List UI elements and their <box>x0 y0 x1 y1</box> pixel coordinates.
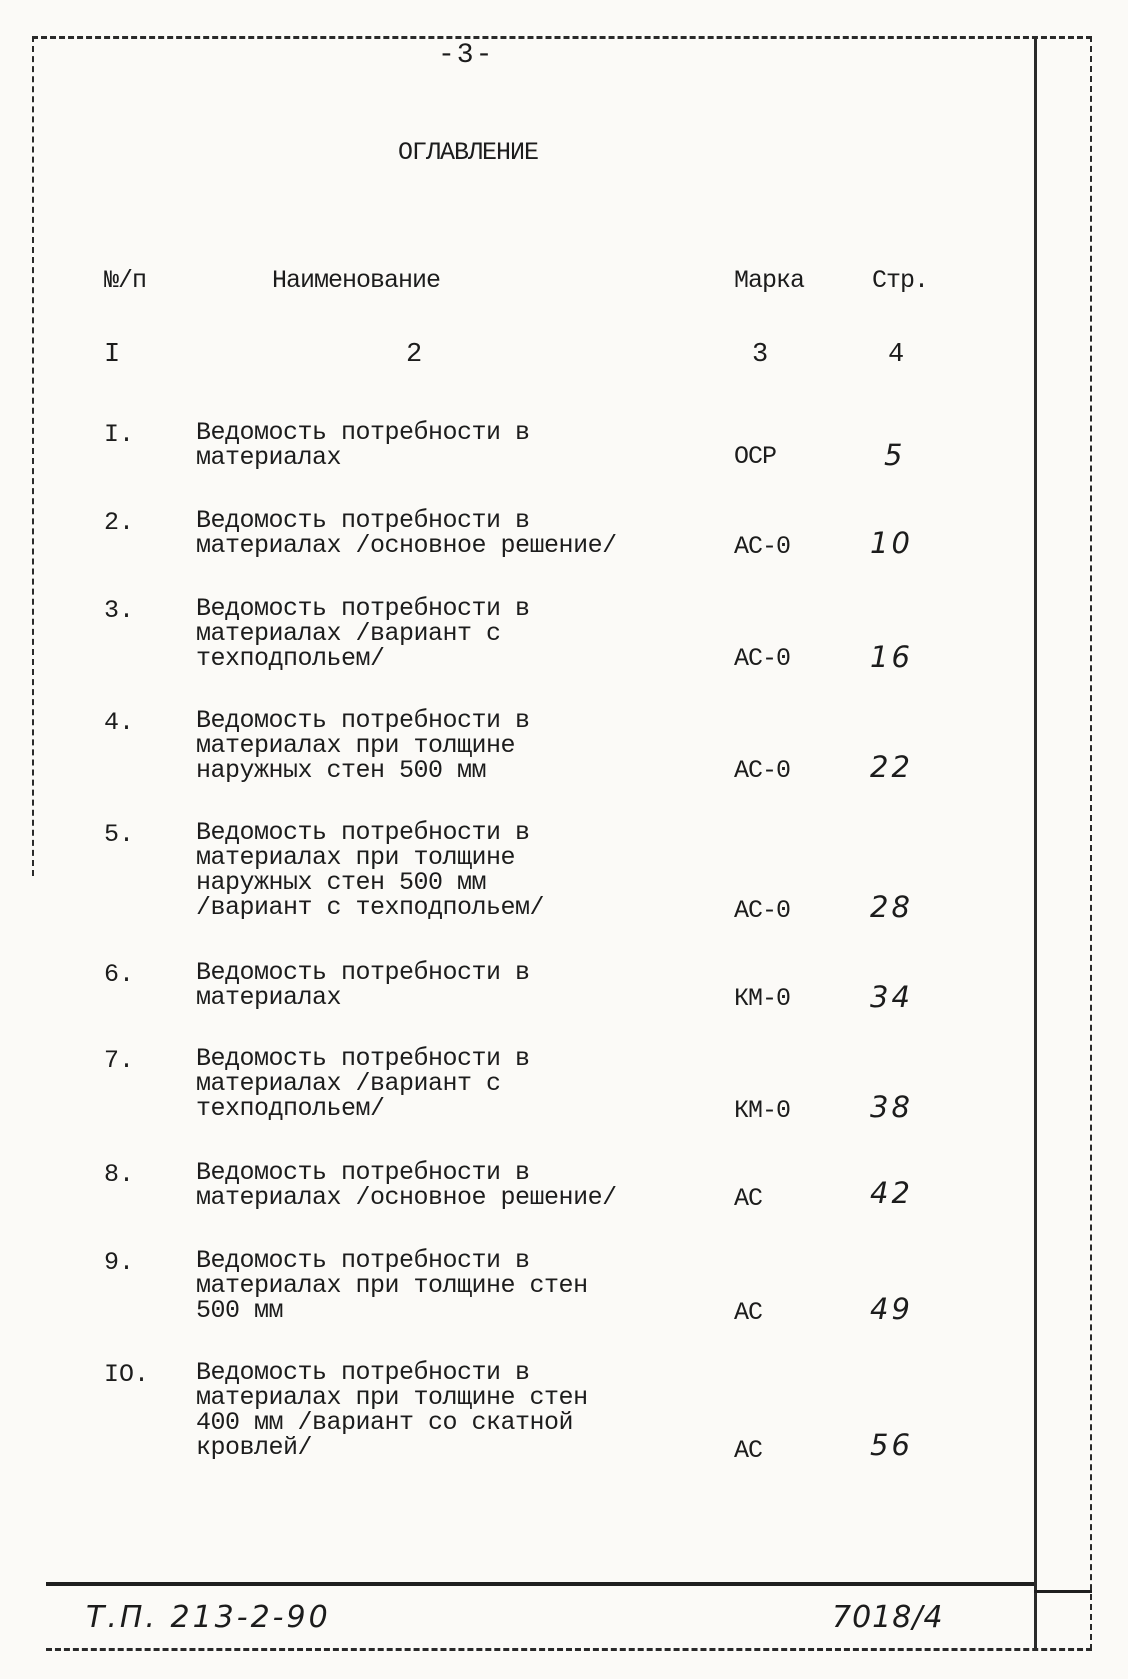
row-mark: АС-0 <box>734 896 791 925</box>
row-name: Ведомость потребности в материалах <box>196 958 530 1012</box>
page-title: ОГЛАВЛЕНИЕ <box>398 138 539 167</box>
row-page: 16 <box>870 640 913 674</box>
row-page: 56 <box>870 1428 913 1462</box>
row-number: 9. <box>104 1248 135 1277</box>
row-mark: ОСР <box>734 442 777 471</box>
row-mark: КМ-0 <box>734 1096 791 1125</box>
row-name: Ведомость потребности в материалах /вариант с техподпольем/ <box>196 1044 530 1123</box>
frame-border-right-inner <box>1034 36 1037 1650</box>
stamp-divider-right <box>1034 1590 1092 1593</box>
frame-border-left <box>32 36 34 876</box>
row-number: IO. <box>104 1360 150 1389</box>
row-name: Ведомость потребности в материалах /основное решение/ <box>196 1158 617 1212</box>
row-number: 3. <box>104 596 135 625</box>
header-mark: Марка <box>734 266 805 295</box>
row-page: 42 <box>870 1176 913 1210</box>
row-name: Ведомость потребности в материалах <box>196 418 530 472</box>
header-num: №/п <box>104 266 147 295</box>
album-number: 7018/4 <box>832 1600 944 1635</box>
row-page: 28 <box>870 890 913 924</box>
row-number: 7. <box>104 1046 135 1075</box>
column-number: 4 <box>888 340 905 370</box>
row-name: Ведомость потребности в материалах при толщине наружных стен 500 мм /вариант с техподпольем/ <box>196 818 545 922</box>
frame-border-bottom <box>46 1648 1092 1651</box>
row-name: Ведомость потребности в материалах при толщине стен 400 мм /вариант со скатной кровлей/ <box>196 1358 588 1462</box>
row-page: 22 <box>870 750 913 784</box>
row-mark: АС <box>734 1298 763 1327</box>
row-mark: АС-0 <box>734 532 791 561</box>
stamp-divider <box>46 1582 1034 1586</box>
column-number: I <box>104 340 121 370</box>
row-mark: АС <box>734 1184 763 1213</box>
column-number: 3 <box>752 340 769 370</box>
column-number: 2 <box>406 340 423 370</box>
row-page: 34 <box>870 980 913 1014</box>
row-name: Ведомость потребности в материалах при толщине наружных стен 500 мм <box>196 706 530 785</box>
project-code: Т.П. 213-2-90 <box>86 1600 331 1635</box>
row-page: 38 <box>870 1090 913 1124</box>
header-page: Стр. <box>872 266 929 295</box>
row-mark: АС <box>734 1436 763 1465</box>
row-name: Ведомость потребности в материалах /основное решение/ <box>196 506 617 560</box>
row-mark: АС-0 <box>734 756 791 785</box>
row-number: 6. <box>104 960 135 989</box>
header-name: Наименование <box>272 266 441 295</box>
row-mark: АС-0 <box>734 644 791 673</box>
row-number: 4. <box>104 708 135 737</box>
row-name: Ведомость потребности в материалах /вариант с техподпольем/ <box>196 594 530 673</box>
row-number: 2. <box>104 508 135 537</box>
frame-border-top <box>32 36 1092 39</box>
row-number: 8. <box>104 1160 135 1189</box>
row-page: 5 <box>884 438 906 472</box>
row-page: 10 <box>870 526 913 560</box>
row-page: 49 <box>870 1292 913 1326</box>
frame-border-right-outer <box>1090 36 1092 1650</box>
row-mark: КМ-0 <box>734 984 791 1013</box>
row-name: Ведомость потребности в материалах при толщине стен 500 мм <box>196 1246 588 1325</box>
row-number: I. <box>104 420 135 449</box>
page-number: -3- <box>438 40 495 71</box>
row-number: 5. <box>104 820 135 849</box>
